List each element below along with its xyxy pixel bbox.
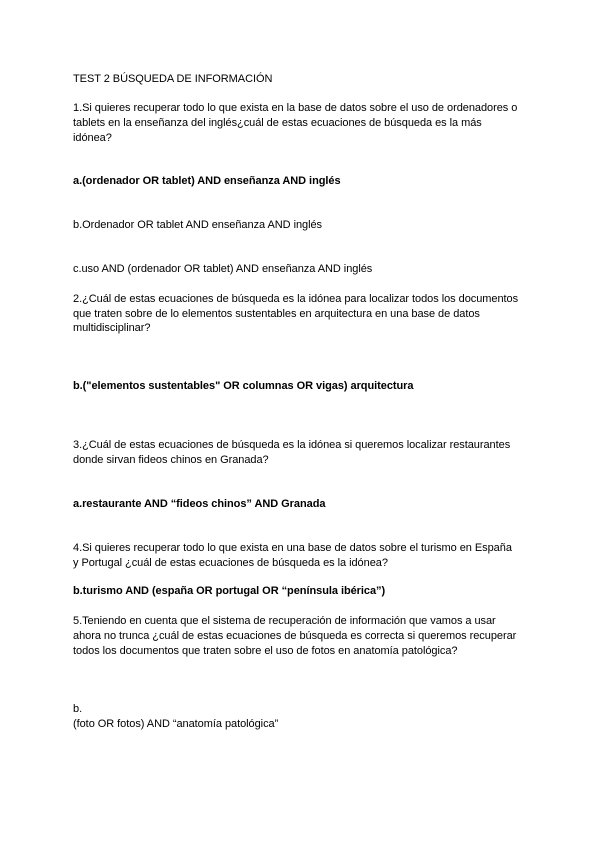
question-1-line-3: idónea?: [73, 132, 112, 144]
question-2-line-2: que traten sobre de lo elementos sustentables en arquitectura en una base de datos: [73, 308, 480, 320]
question-1-line-1: 1.Si quieres recuperar todo lo que exista en la base de datos sobre el uso de ordenadores o: [73, 102, 518, 114]
question-4-answer: b.turismo AND (españa OR portugal OR “península ibérica”): [73, 585, 386, 597]
question-3-line-2: donde sirvan fideos chinos en Granada?: [73, 454, 269, 466]
question-5-line-3: todos los documentos que traten sobre el uso de fotos en anatomía patológica?: [73, 645, 458, 657]
question-5-answer: (foto OR fotos) AND “anatomía patológica”: [73, 718, 279, 730]
question-5-line-2: ahora no trunca ¿cuál de estas ecuaciones de búsqueda es correcta si queremos recuperar: [73, 630, 517, 642]
question-2-answer: b.("elementos sustentables" OR columnas OR vigas) arquitectura: [73, 380, 414, 392]
question-5-answer-label: b.: [73, 703, 83, 715]
question-3-answer: a.restaurante AND “fideos chinos” AND Granada: [73, 498, 326, 510]
question-1-option-b: b.Ordenador OR tablet AND enseñanza AND inglés: [73, 219, 323, 231]
question-5-line-1: 5.Teniendo en cuenta que el sistema de recuperación de información que vamos a usar: [73, 615, 496, 627]
question-1-option-c: c.uso AND (ordenador OR tablet) AND enseñanza AND inglés: [73, 263, 373, 275]
question-4-line-2: y Portugal ¿cuál de estas ecuaciones de búsqueda es la idónea?: [73, 557, 388, 569]
document-title: TEST 2 BÚSQUEDA DE INFORMACIÓN: [73, 73, 273, 85]
question-3-line-1: 3.¿Cuál de estas ecuaciones de búsqueda es la idónea si queremos localizar restaurantes: [73, 439, 511, 451]
question-1-option-a: a.(ordenador OR tablet) AND enseñanza AND inglés: [73, 175, 341, 187]
question-2-line-3: multidisciplinar?: [73, 322, 151, 334]
question-1-line-2: tablets en la enseñanza del inglés¿cuál de estas ecuaciones de búsqueda es la más: [73, 117, 482, 129]
question-2-line-1: 2.¿Cuál de estas ecuaciones de búsqueda es la idónea para localizar todos los documentos: [73, 293, 519, 305]
question-4-line-1: 4.Si quieres recuperar todo lo que exista en una base de datos sobre el turismo en España: [73, 542, 512, 554]
